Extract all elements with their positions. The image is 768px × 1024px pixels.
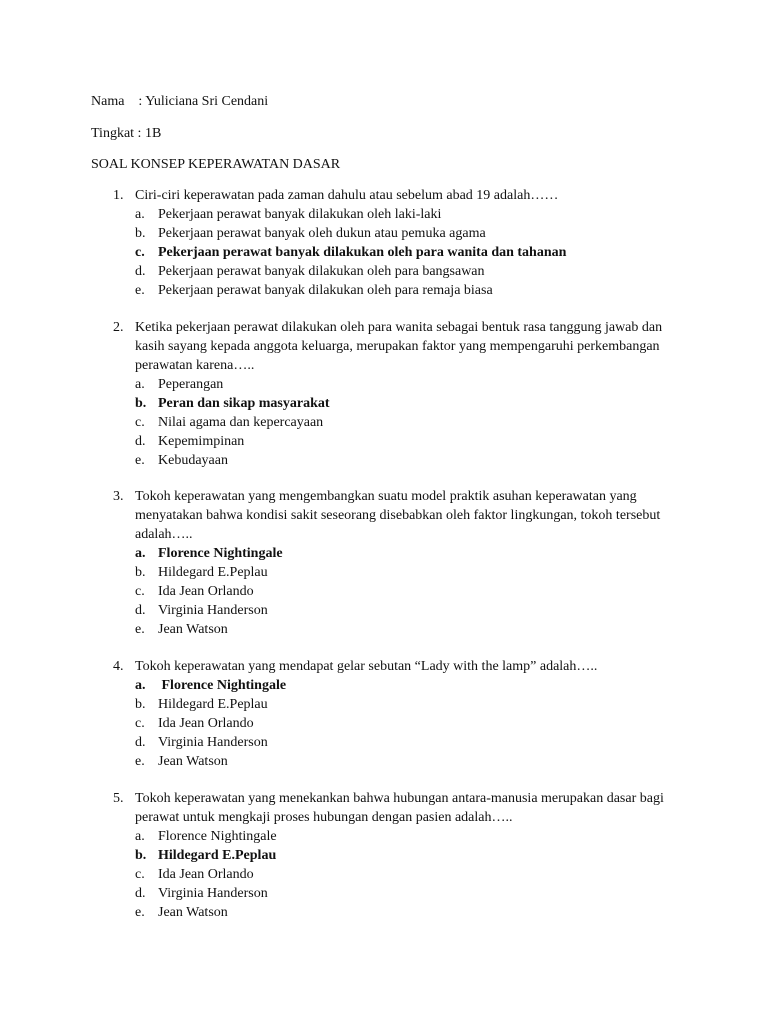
answer-option bbox=[135, 563, 673, 582]
answer-option bbox=[135, 375, 673, 394]
option-letter: e. bbox=[135, 453, 145, 468]
answer-option-selected bbox=[135, 544, 673, 563]
option-list bbox=[135, 205, 673, 300]
question-text: Tokoh keperawatan yang mengembangkan suatu model praktik asuhan keperawatan yang menyatakan bahwa kondisi sakit seseorang disebabkan oleh faktor lingkungan, tokoh tersebut adalah….. bbox=[135, 489, 661, 542]
name-line: Nama : Yuliciana Sri Cendani bbox=[91, 94, 269, 109]
question-text: Ketika pekerjaan perawat dilakukan oleh para wanita sebagai bentuk rasa tanggung jawab dan kasih sayang kepada anggota keluarga, merupakan faktor yang mempengaruhi perkembangan perawatan karena….. bbox=[135, 320, 663, 373]
answer-option bbox=[135, 827, 673, 846]
question-number: 5. bbox=[113, 791, 124, 806]
option-letter: a. bbox=[135, 207, 145, 222]
document-title: SOAL KONSEP KEPERAWATAN DASAR bbox=[91, 157, 341, 172]
option-text: Florence Nightingale bbox=[158, 546, 283, 561]
question-item bbox=[113, 789, 673, 922]
question-text: Ciri-ciri keperawatan pada zaman dahulu atau sebelum abad 19 adalah…… bbox=[135, 188, 559, 203]
option-text: Ida Jean Orlando bbox=[158, 716, 254, 731]
option-text: Hildegard E.Peplau bbox=[158, 848, 277, 863]
option-text: Peperangan bbox=[158, 377, 224, 392]
question-number: 2. bbox=[113, 320, 124, 335]
option-text: Kepemimpinan bbox=[158, 434, 245, 449]
option-letter: a. bbox=[135, 829, 145, 844]
option-letter: b. bbox=[135, 565, 146, 580]
answer-option bbox=[135, 695, 673, 714]
question-number: 4. bbox=[113, 659, 124, 674]
answer-option bbox=[135, 601, 673, 620]
answer-option bbox=[135, 865, 673, 884]
option-text: Pekerjaan perawat banyak dilakukan oleh para remaja biasa bbox=[158, 283, 493, 298]
option-text: Pekerjaan perawat banyak dilakukan oleh para bangsawan bbox=[158, 264, 485, 279]
option-text: Ida Jean Orlando bbox=[158, 867, 254, 882]
option-letter: e. bbox=[135, 283, 145, 298]
option-letter: c. bbox=[135, 867, 145, 882]
option-list bbox=[135, 544, 673, 639]
answer-option bbox=[135, 262, 673, 281]
option-letter: d. bbox=[135, 434, 146, 449]
option-text: Florence Nightingale bbox=[158, 678, 287, 693]
question-number: 1. bbox=[113, 188, 124, 203]
option-text: Virginia Handerson bbox=[158, 603, 268, 618]
option-text: Virginia Handerson bbox=[158, 886, 268, 901]
option-text: Virginia Handerson bbox=[158, 735, 268, 750]
option-letter: e. bbox=[135, 754, 145, 769]
option-text: Hildegard E.Peplau bbox=[158, 697, 268, 712]
answer-option bbox=[135, 884, 673, 903]
option-list bbox=[135, 676, 673, 771]
option-text: Pekerjaan perawat banyak oleh dukun atau pemuka agama bbox=[158, 226, 486, 241]
answer-option bbox=[135, 903, 673, 922]
option-letter: b. bbox=[135, 396, 147, 411]
answer-option bbox=[135, 733, 673, 752]
answer-option bbox=[135, 582, 673, 601]
option-letter: d. bbox=[135, 735, 146, 750]
option-letter: e. bbox=[135, 905, 145, 920]
option-letter: a. bbox=[135, 546, 146, 561]
answer-option bbox=[135, 752, 673, 771]
question-item bbox=[113, 318, 673, 470]
question-number: 3. bbox=[113, 489, 124, 504]
option-text: Jean Watson bbox=[158, 622, 228, 637]
option-letter: a. bbox=[135, 678, 146, 693]
question-text: Tokoh keperawatan yang menekankan bahwa hubungan antara-manusia merupakan dasar bagi perawat untuk mengkaji proses hubungan dengan pasien adalah….. bbox=[135, 791, 664, 825]
option-letter: c. bbox=[135, 584, 145, 599]
option-text: Jean Watson bbox=[158, 905, 228, 920]
option-letter: d. bbox=[135, 264, 146, 279]
option-letter: d. bbox=[135, 603, 146, 618]
option-letter: d. bbox=[135, 886, 146, 901]
answer-option bbox=[135, 714, 673, 733]
question-item bbox=[113, 487, 673, 639]
option-text: Peran dan sikap masyarakat bbox=[158, 396, 330, 411]
option-letter: b. bbox=[135, 848, 147, 863]
level-line: Tingkat : 1B bbox=[91, 126, 162, 141]
answer-option bbox=[135, 224, 673, 243]
answer-option bbox=[135, 413, 673, 432]
option-text: Pekerjaan perawat banyak dilakukan oleh laki-laki bbox=[158, 207, 442, 222]
option-letter: a. bbox=[135, 377, 145, 392]
question-item bbox=[113, 657, 673, 771]
option-letter: c. bbox=[135, 716, 145, 731]
option-letter: c. bbox=[135, 415, 145, 430]
option-letter: b. bbox=[135, 226, 146, 241]
answer-option bbox=[135, 451, 673, 470]
answer-option-selected bbox=[135, 846, 673, 865]
option-list bbox=[135, 375, 673, 470]
option-letter: e. bbox=[135, 622, 145, 637]
answer-option-selected bbox=[135, 676, 673, 695]
answer-option-selected bbox=[135, 243, 673, 262]
question-item bbox=[113, 186, 673, 300]
option-text: Ida Jean Orlando bbox=[158, 584, 254, 599]
option-text: Jean Watson bbox=[158, 754, 228, 769]
answer-option bbox=[135, 432, 673, 451]
option-text: Hildegard E.Peplau bbox=[158, 565, 268, 580]
option-text: Nilai agama dan kepercayaan bbox=[158, 415, 324, 430]
question-text: Tokoh keperawatan yang mendapat gelar sebutan “Lady with the lamp” adalah….. bbox=[135, 659, 598, 674]
option-list bbox=[135, 827, 673, 922]
option-text: Kebudayaan bbox=[158, 453, 228, 468]
option-letter: b. bbox=[135, 697, 146, 712]
answer-option bbox=[135, 620, 673, 639]
answer-option-selected bbox=[135, 394, 673, 413]
option-letter: c. bbox=[135, 245, 145, 260]
option-text: Pekerjaan perawat banyak dilakukan oleh para wanita dan tahanan bbox=[158, 245, 567, 260]
answer-option bbox=[135, 205, 673, 224]
answer-option bbox=[135, 281, 673, 300]
option-text: Florence Nightingale bbox=[158, 829, 277, 844]
